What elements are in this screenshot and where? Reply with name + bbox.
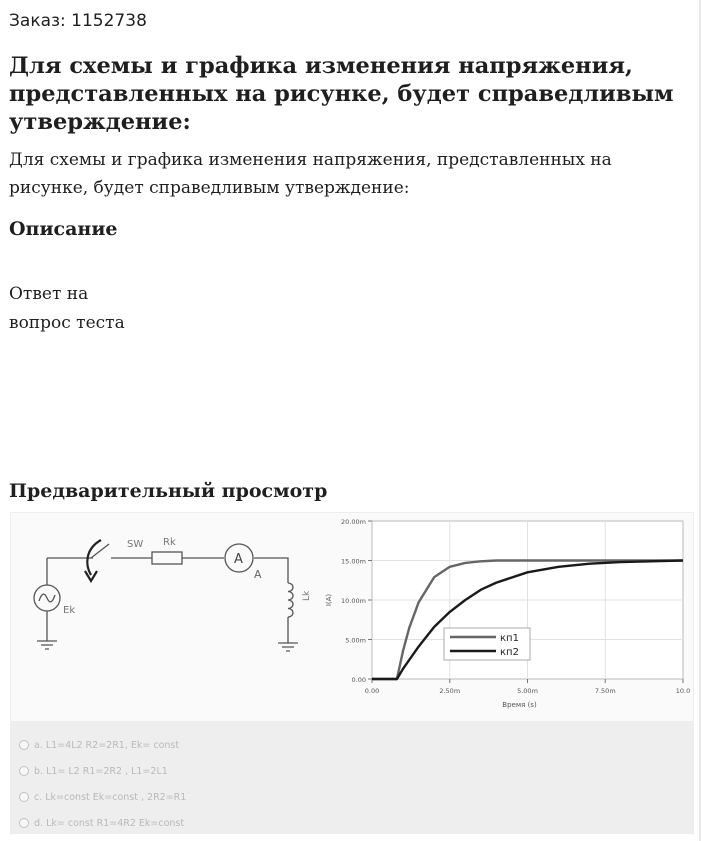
option-a-label: a. L1=4L2 R2=2R1, Ek= const [34,739,180,751]
radio-option-c[interactable] [19,792,29,802]
ground-left [37,641,57,649]
answer-line-1: Ответ на [9,284,89,304]
description-heading: Описание [9,218,118,240]
option-a[interactable] [19,737,179,753]
option-b[interactable] [19,763,168,779]
ammeter-symbol: A [234,552,243,567]
x-tick-label: 10.0 [675,687,691,695]
option-d-label: d. Lk= const R1=4R2 Ek=const [34,817,185,829]
inductor-label: Lk [302,590,312,601]
legend-label-2: кп2 [500,647,519,658]
x-tick-label: 2.50m [439,687,461,695]
switch-arrow-head [85,571,97,581]
inductor [288,583,293,617]
option-d[interactable] [19,815,184,831]
question-text: Для схемы и графика изменения напряжения, представленных на рисунке, будет справедливым утверждение: [9,150,612,198]
option-b-label: b. L1= L2 R1=2R2 , L1=2L1 [34,765,168,777]
source-label: Ek [63,605,76,616]
y-tick-label: 20.00m [341,518,366,526]
answer-line-2: вопрос теста [9,313,125,333]
legend-label-1: кп1 [500,633,519,644]
radio-option-b[interactable] [19,766,29,776]
question-title: Для схемы и графика изменения напряжения, представленных на рисунке, будет справедливым утверждение: [9,53,674,135]
answer-text [9,280,209,338]
switch-label: SW [127,539,144,550]
y-tick-label: 15.00m [341,557,366,566]
circuit-diagram [34,540,298,651]
radio-option-a[interactable] [19,740,29,750]
resistor-label: Rk [163,537,176,548]
radio-option-d[interactable] [19,818,29,828]
preview-heading: Предварительный просмотр [9,480,328,502]
option-c[interactable] [19,789,186,805]
y-tick-label: 5.00m [345,636,366,645]
current-chart [325,518,690,709]
option-c-label: c. Lk=const Ek=const , 2R2=R1 [34,791,187,803]
source-sine [39,594,55,602]
x-tick-label: 5.00m [517,687,538,695]
y-axis-label: I(A) [325,593,333,607]
x-tick-label: 7.50m [594,687,616,695]
x-tick-label: 0.00 [364,687,380,695]
question-figure [11,513,693,721]
ammeter-label: A [254,568,262,581]
answer-options [11,721,693,833]
y-tick-label: 0.00 [351,676,366,684]
order-number: Заказ: 1152738 [9,11,147,31]
ground-right [278,643,298,651]
resistor [152,552,182,564]
preview-image [10,512,694,834]
y-tick-label: 10.00m [341,597,366,605]
x-axis-label: Время (s) [502,701,537,709]
